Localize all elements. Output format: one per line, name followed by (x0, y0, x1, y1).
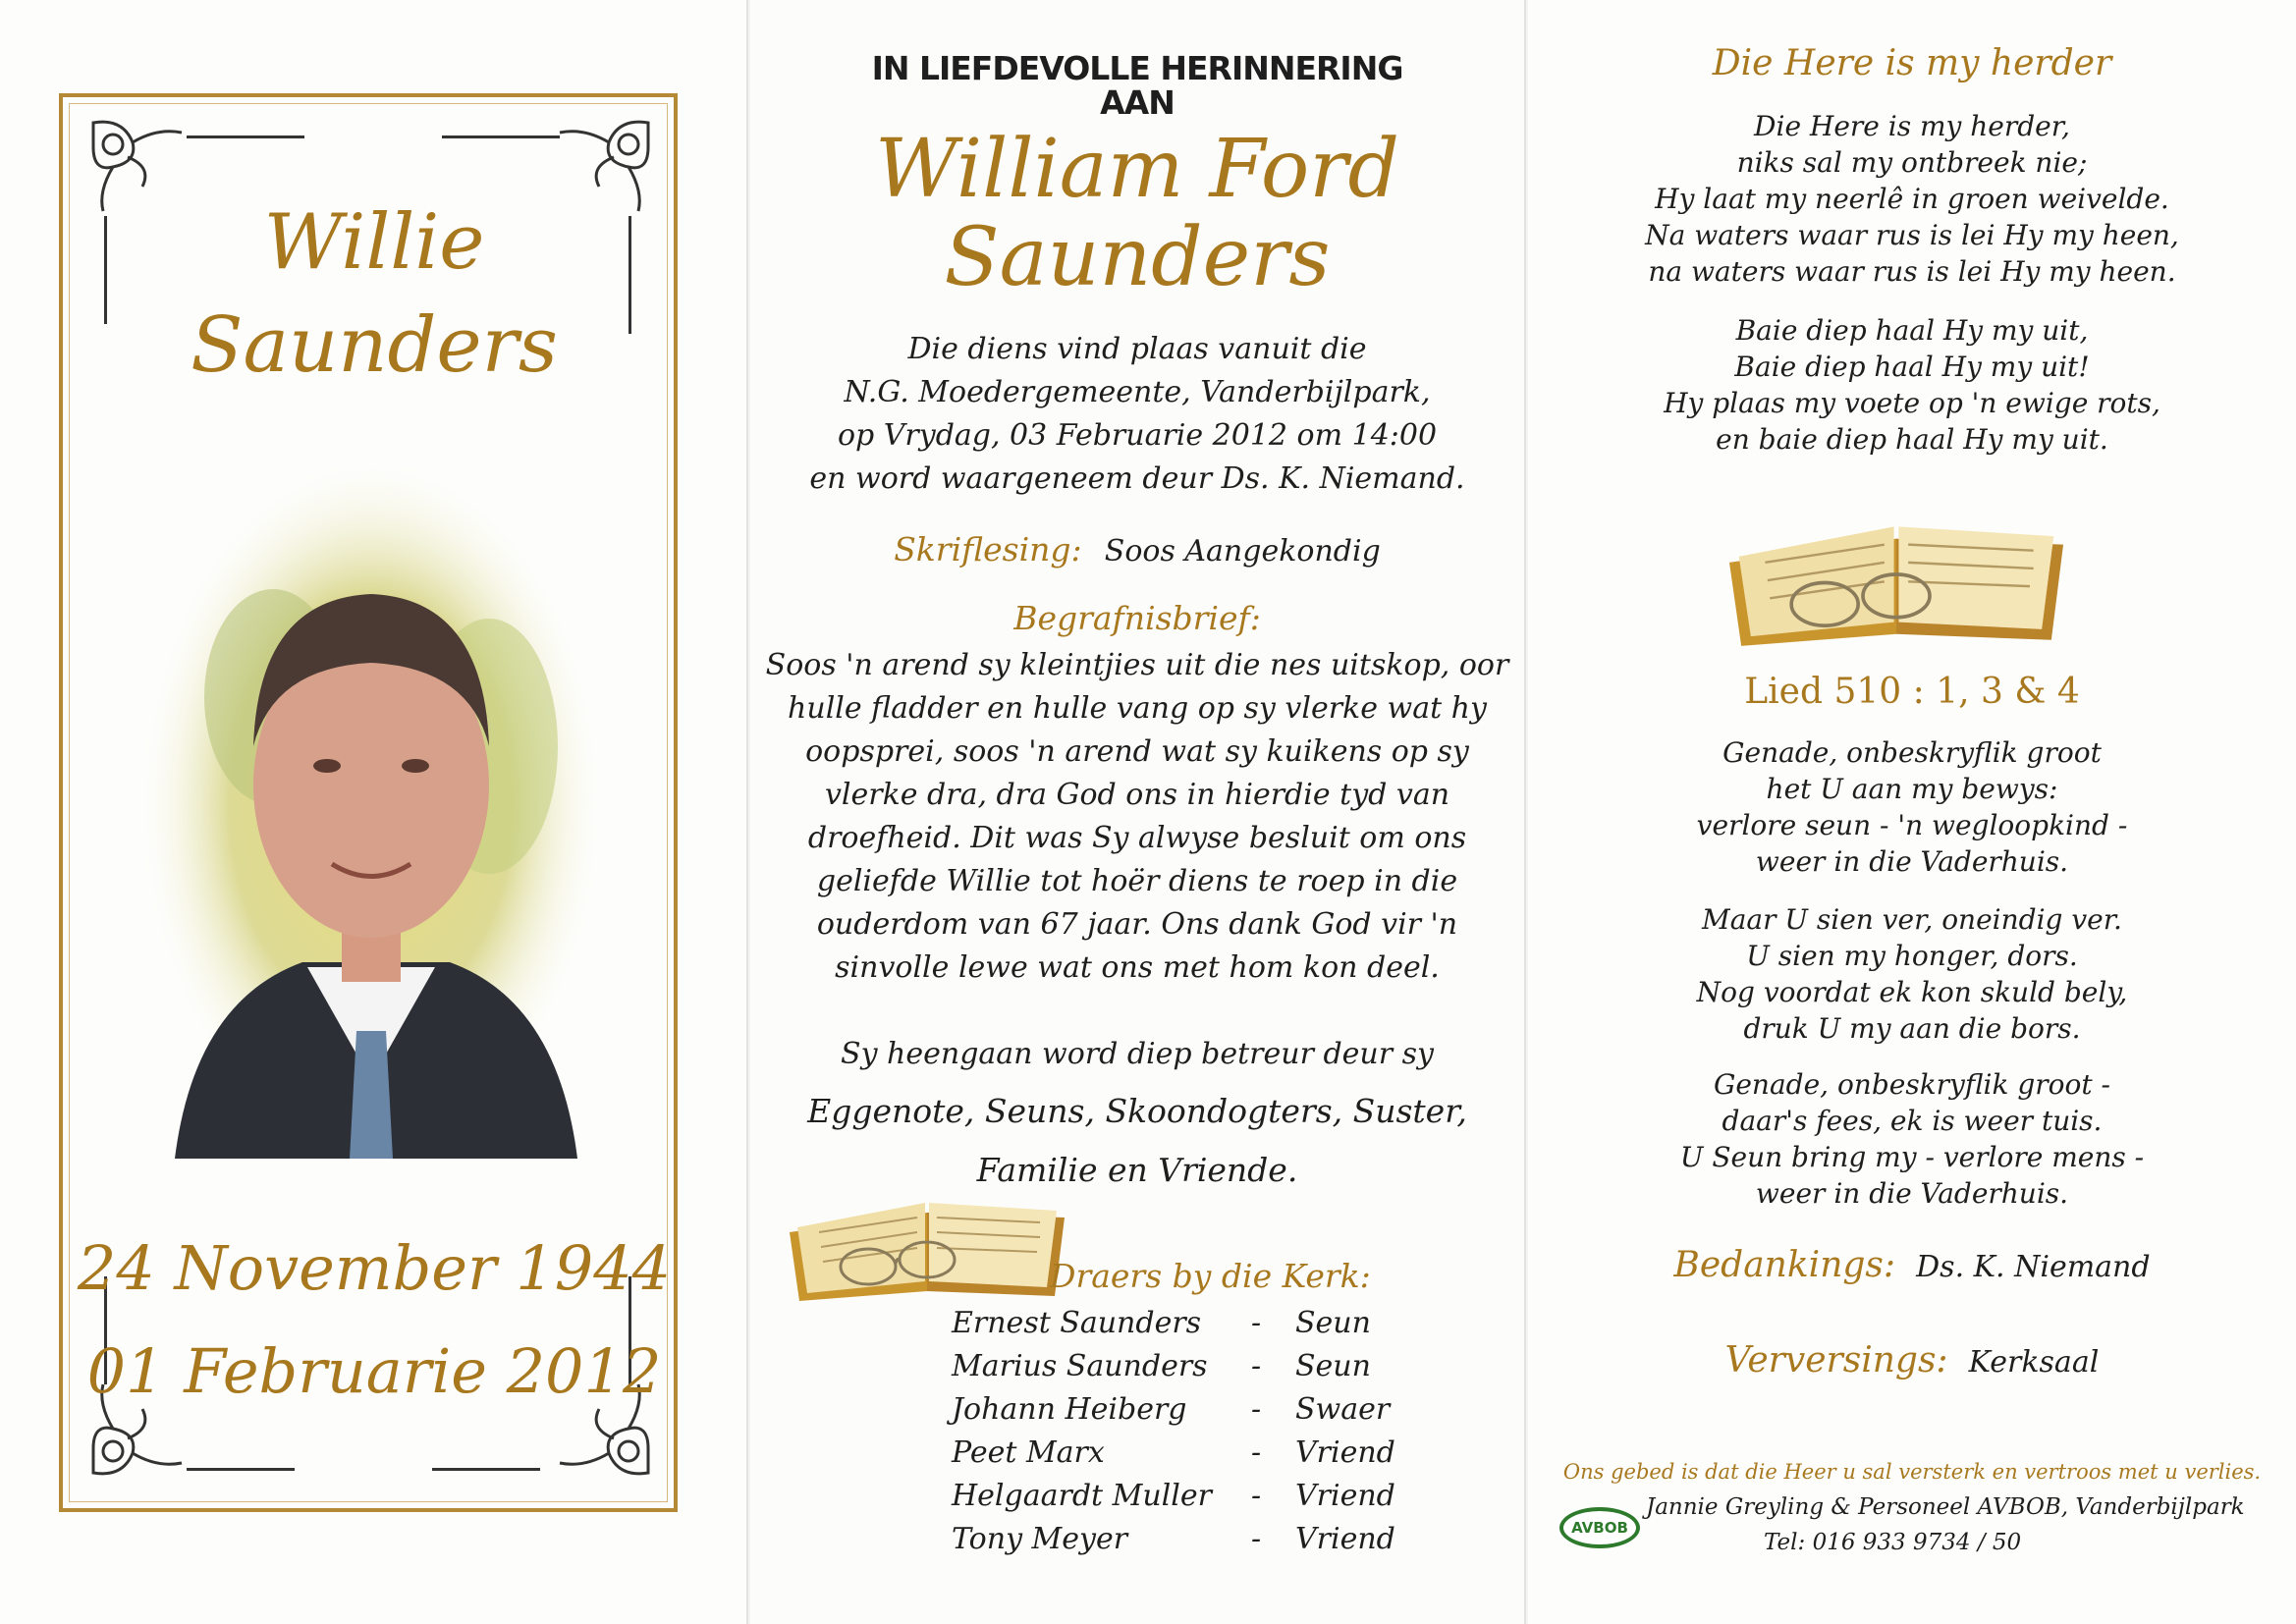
bearer-row (952, 1392, 1462, 1435)
portrait-photo (136, 452, 607, 1159)
letter-line: Soos 'n arend sy kleintjies uit die nes uitskop, oor (765, 648, 1509, 682)
bearer-dash: - (1251, 1306, 1262, 1340)
bearer-dash: - (1251, 1435, 1262, 1470)
verse-line: Baie diep haal Hy my uit, (1735, 314, 2089, 347)
verse-line: Genade, onbeskryflik groot (1722, 736, 2102, 769)
letter-line: sinvolle lewe wat ons met hom kon deel. (835, 950, 1440, 985)
front-birth-date: 24 November 1944 (77, 1232, 672, 1304)
bearer-row (952, 1522, 1462, 1565)
psalm-stanza-2 (1528, 312, 2296, 458)
bearer-relation: Vriend (1295, 1479, 1395, 1513)
footer-prayer: Ons gebed is dat die Heer u sal versterk en vertroos met u verlies. (1562, 1460, 2262, 1484)
verse-line: weer in die Vaderhuis. (1755, 845, 2069, 878)
memorial-header-aan: AAN (1100, 83, 1175, 122)
footer-phone: Tel: 016 933 9734 / 50 (1764, 1530, 2022, 1555)
letter-line: geliefde Willie tot hoër diens te roep in die (816, 864, 1458, 898)
psalm-title: Die Here is my herder (1712, 43, 2112, 83)
bearer-name: Marius Saunders (952, 1349, 1208, 1383)
ornament-line (187, 135, 304, 138)
footer-company: Jannie Greyling & Personeel AVBOB, Vanderbijlpark (1646, 1494, 2245, 1520)
bearer-name: Peet Marx (952, 1435, 1105, 1470)
bearer-relation: Seun (1295, 1306, 1371, 1340)
verse-line: U sien my honger, dors. (1746, 940, 2078, 972)
front-panel (0, 0, 748, 1624)
verse-line: daar's fees, ek is weer tuis. (1722, 1105, 2103, 1137)
verse-line: Die Here is my herder, (1754, 110, 2070, 142)
bearer-name: Johann Heiberg (952, 1392, 1187, 1427)
open-bible-icon (780, 1173, 1074, 1311)
family-line2: Familie en Vriende. (976, 1151, 1298, 1189)
letter-line: vlerke dra, dra God ons in hierdie tyd van (824, 778, 1450, 812)
refresh-value: Kerksaal (1968, 1345, 2100, 1380)
family-line1: Eggenote, Seuns, Skoondogters, Suster, (807, 1092, 1467, 1130)
verse-line: na waters waar rus is lei Hy my heen. (1648, 255, 2176, 288)
letter-line: hulle fladder en hulle vang op sy vlerke wat hy (788, 691, 1487, 726)
bearer-row (952, 1479, 1462, 1522)
bearer-name: Ernest Saunders (952, 1306, 1202, 1340)
verse-line: U Seun bring my - verlore mens - (1679, 1141, 2145, 1173)
service-line: Die diens vind plaas vanuit die (907, 332, 1367, 366)
hymn-stanza-1 (1528, 734, 2296, 880)
open-bible-icon (1715, 491, 2078, 658)
letter-label: Begrafnisbrief: (1013, 599, 1261, 637)
front-first-name: Willie (263, 198, 485, 287)
bearer-relation: Vriend (1295, 1522, 1395, 1556)
front-surname: Saunders (191, 301, 558, 390)
full-name-line1: William Ford (875, 123, 1399, 216)
bearer-relation: Swaer (1295, 1392, 1391, 1427)
verse-line: en baie diep haal Hy my uit. (1716, 423, 2108, 456)
verse-line: Baie diep haal Hy my uit! (1734, 351, 2090, 383)
verse-line: weer in die Vaderhuis. (1755, 1177, 2069, 1210)
ornament-line (432, 1468, 540, 1471)
verse-line: het U aan my bewys: (1766, 773, 2058, 805)
verse-line: niks sal my ontbreek nie; (1736, 146, 2088, 179)
bearer-name: Helgaardt Muller (952, 1479, 1212, 1513)
back-panel (1528, 0, 2296, 1624)
verse-line: verlore seun - 'n wegloopkind - (1696, 809, 2128, 841)
refreshments-section (1528, 1340, 2296, 1384)
full-name-line2: Saunders (944, 211, 1331, 304)
verse-line: druk U my aan die bors. (1743, 1012, 2081, 1045)
bearer-dash: - (1251, 1349, 1262, 1383)
front-death-date: 01 Februarie 2012 (86, 1335, 662, 1407)
letter-line: droefheid. Dit was Sy alwyse besluit om ons (807, 821, 1467, 855)
service-line: en word waargeneem deur Ds. K. Niemand. (809, 461, 1465, 496)
ornament-line (442, 135, 560, 138)
avbob-logo: AVBOB (1559, 1507, 1640, 1548)
service-line: N.G. Moedergemeente, Vanderbijlpark, (844, 375, 1431, 409)
funeral-letter (750, 644, 1524, 990)
bearer-dash: - (1251, 1522, 1262, 1556)
thanks-value: Ds. K. Niemand (1916, 1250, 2151, 1284)
inside-panel (750, 0, 1526, 1624)
bearer-relation: Vriend (1295, 1435, 1395, 1470)
thanks-label: Bedankings: (1673, 1245, 1896, 1285)
refresh-label: Verversings: (1724, 1340, 1948, 1380)
verse-line: Na waters waar rus is lei Hy my heen, (1645, 219, 2179, 251)
service-details (750, 328, 1524, 501)
verse-line: Nog voordat ek kon skuld bely, (1696, 976, 2128, 1008)
hymn-stanza-3 (1528, 1066, 2296, 1212)
ornament-line (187, 1468, 295, 1471)
mourn-line: Sy heengaan word diep betreur deur sy (841, 1037, 1434, 1071)
service-line: op Vrydag, 03 Februarie 2012 om 14:00 (837, 418, 1438, 453)
bearer-row (952, 1306, 1462, 1349)
memorial-header: IN LIEFDEVOLLE HERINNERING (871, 49, 1403, 87)
verse-line: Hy laat my neerlê in groen weivelde. (1655, 183, 2169, 215)
scripture-label: Skriflesing: (894, 530, 1082, 568)
bearer-row (952, 1349, 1462, 1392)
bearer-row (952, 1435, 1462, 1479)
verse-line: Genade, onbeskryflik groot - (1713, 1068, 2111, 1101)
letter-line: oopsprei, soos 'n arend wat sy kuikens op sy (805, 734, 1469, 769)
verse-line: Maar U sien ver, oneindig ver. (1702, 903, 2122, 936)
hymn-stanza-2 (1528, 901, 2296, 1047)
thanks-section (1528, 1245, 2296, 1289)
bearer-dash: - (1251, 1392, 1262, 1427)
bearer-name: Tony Meyer (952, 1522, 1128, 1556)
psalm-stanza-1 (1528, 108, 2296, 290)
bearer-relation: Seun (1295, 1349, 1371, 1383)
verse-line: Hy plaas my voete op 'n ewige rots, (1664, 387, 2160, 419)
bearer-dash: - (1251, 1479, 1262, 1513)
bearers-label: Draers by die Kerk: (1050, 1257, 1371, 1295)
letter-line: ouderdom van 67 jaar. Ons dank God vir 'n (816, 907, 1458, 942)
scripture-value: Soos Aangekondig (1104, 534, 1381, 568)
hymn-title: Lied 510 : 1, 3 & 4 (1744, 672, 2080, 712)
scripture-reading (750, 530, 1524, 573)
